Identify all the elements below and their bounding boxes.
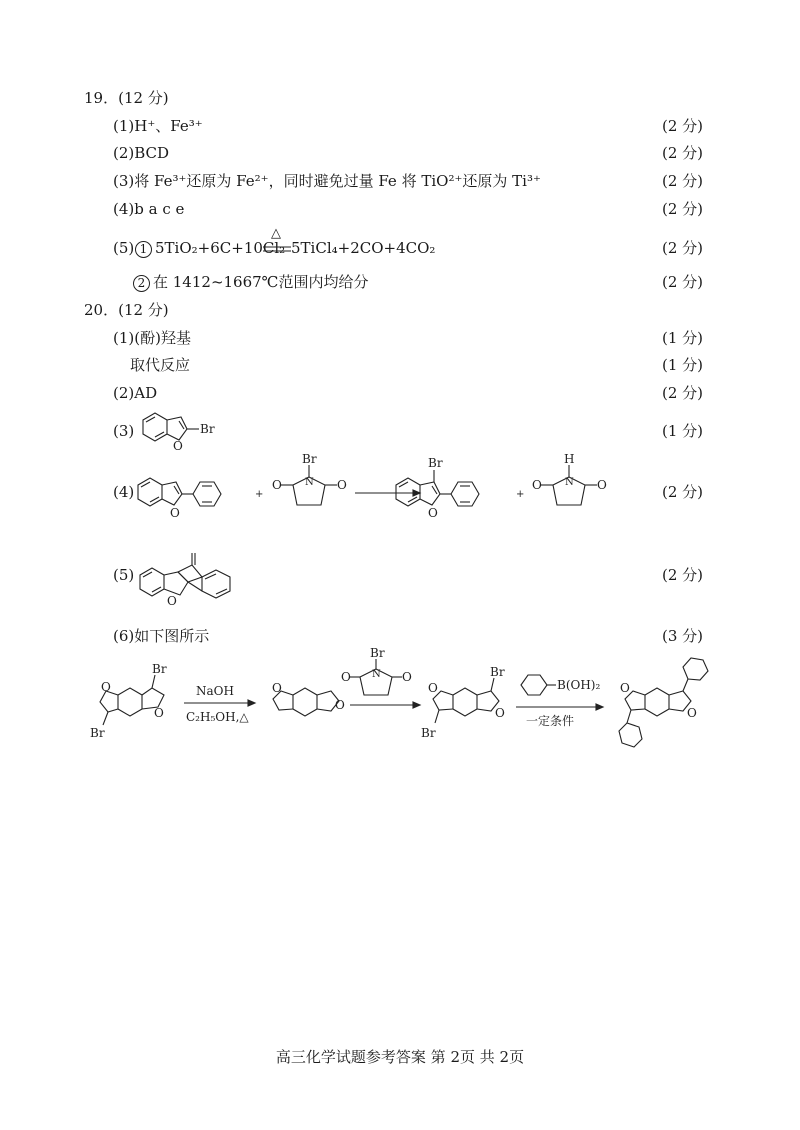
o-label-q4a: O <box>170 506 180 520</box>
br-label-nbs2: Br <box>370 646 385 660</box>
o-label-s2b: O <box>335 698 345 712</box>
q20-item-5-text: (5) <box>113 566 135 584</box>
q19-item-1-text: (1)H⁺、Fe³⁺ <box>113 117 203 135</box>
o-label-nbs2a: O <box>341 670 351 684</box>
q20-item-3-score: (1 分) <box>662 422 704 440</box>
q20-item-5 <box>0 565 800 589</box>
q20-item-3 <box>0 421 800 445</box>
q19-item-5-prefix: (5) <box>113 239 135 257</box>
o-label-s1b: O <box>154 706 164 720</box>
o-label-succ2: O <box>597 478 607 492</box>
n-label-nbs2: N <box>372 669 381 680</box>
q20-item-2-score: (2 分) <box>662 384 704 402</box>
circle-number-2: 2 <box>133 275 150 292</box>
q19-item-5 <box>0 226 800 268</box>
o-label-s1: O <box>101 680 111 694</box>
heat-symbol: △ <box>271 226 281 241</box>
q19-item-1 <box>0 116 800 140</box>
q19-item-4 <box>0 199 800 223</box>
q19-item-5-products: 5TiCl₄+2CO+4CO₂ <box>291 239 436 257</box>
o-label-s3b: O <box>495 706 505 720</box>
o-label: O <box>173 439 183 453</box>
br-label-s1b: Br <box>152 662 167 676</box>
page-footer: 高三化学试题参考答案 第 2页 共 2页 <box>275 1048 525 1066</box>
br-label-s3a: Br <box>421 726 436 740</box>
q19-item-6-text: 在 1412~1667℃范围内均给分 <box>153 273 369 291</box>
scheme-q4 <box>133 452 653 535</box>
q20-item-1b-score: (1 分) <box>662 356 704 374</box>
o-label-nbs2b: O <box>402 670 412 684</box>
o-label-s4b: O <box>687 706 697 720</box>
equals-sign <box>263 246 293 254</box>
q20-item-1-text: (1)(酚)羟基 <box>113 329 191 347</box>
structure-q5 <box>135 535 255 615</box>
o-label-nbs2: O <box>337 478 347 492</box>
o-label-succ1: O <box>532 478 542 492</box>
q20-item-4-score: (2 分) <box>662 483 704 501</box>
q19-item-5-reactants: 5TiO₂+6C+10Cl₂ <box>155 239 286 257</box>
o-label-q5: O <box>167 594 177 608</box>
plus-q4a: + <box>255 489 264 500</box>
q20-item-1b-text: 取代反应 <box>130 356 191 374</box>
q19-item-2-score: (2 分) <box>662 144 704 162</box>
br-label-s3b: Br <box>490 665 505 679</box>
q20-item-4-text: (4) <box>113 483 135 501</box>
br-label: Br <box>200 422 215 436</box>
q19-item-2 <box>0 143 800 167</box>
q20-item-6-text: (6)如下图所示 <box>113 627 210 645</box>
reagent-conditions: 一定条件 <box>526 714 575 728</box>
q20-item-1 <box>0 328 800 352</box>
q19-item-5-score: (2 分) <box>662 239 704 257</box>
br-label-nbs: Br <box>302 452 317 466</box>
q19-item-3 <box>0 171 800 195</box>
q20-item-2 <box>0 383 800 407</box>
q20-item-6 <box>0 626 800 650</box>
q19-item-6 <box>0 272 800 296</box>
q19-title: 19．(12 分) <box>84 89 169 107</box>
q19-header <box>0 88 800 112</box>
q20-item-1b <box>0 355 800 379</box>
q20-item-1-score: (1 分) <box>662 329 704 347</box>
o-label-s2a: O <box>272 681 282 695</box>
n-label-nbs: N <box>305 477 314 488</box>
o-label-s4a: O <box>620 681 630 695</box>
q20-header <box>0 300 800 324</box>
o-label-nbs1: O <box>272 478 282 492</box>
br-label-s1a: Br <box>90 726 105 740</box>
circle-number-1: 1 <box>135 241 152 258</box>
synthesis-scheme <box>88 646 728 760</box>
plus-q4b: + <box>516 489 525 500</box>
q19-item-4-text: (4)b a c e <box>113 200 185 218</box>
q20-item-2-text: (2)AD <box>113 384 158 402</box>
q20-title: 20．(12 分) <box>84 301 169 319</box>
structure-2-bromobenzofuran <box>133 410 223 460</box>
q20-item-5-score: (2 分) <box>662 566 704 584</box>
q19-item-4-score: (2 分) <box>662 200 704 218</box>
q19-item-1-score: (2 分) <box>662 117 704 135</box>
o-label-s3a: O <box>428 681 438 695</box>
q19-item-3-text: (3)将 Fe³⁺还原为 Fe²⁺，同时避免过量 Fe 将 TiO²⁺还原为 Ti³⁺ <box>113 172 541 190</box>
br-label-q4b: Br <box>428 456 443 470</box>
reagent-ethanol: C₂H₅OH,△ <box>186 710 249 724</box>
q20-item-3-text: (3) <box>113 422 135 440</box>
q19-item-2-text: (2)BCD <box>113 144 170 162</box>
q20-item-6-score: (3 分) <box>662 627 704 645</box>
n-label-succ: N <box>565 477 574 488</box>
h-label-succ: H <box>564 452 575 466</box>
boronic-acid-label: B(OH)₂ <box>557 678 601 692</box>
q19-item-3-score: (2 分) <box>662 172 704 190</box>
o-label-q4b: O <box>428 506 438 520</box>
reagent-naoh: NaOH <box>196 684 234 698</box>
q19-item-6-score: (2 分) <box>662 273 704 291</box>
